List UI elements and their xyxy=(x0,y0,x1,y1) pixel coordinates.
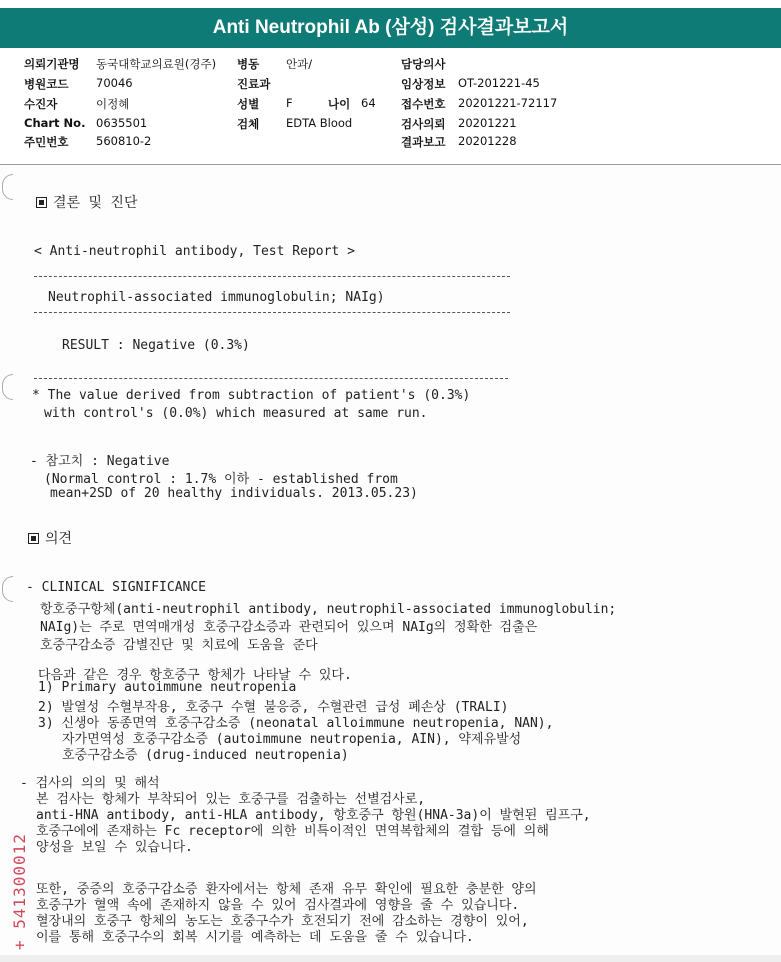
interpretation-title: - 검사의 의의 및 해석 xyxy=(20,776,160,791)
clinical-title: - CLINICAL SIGNIFICANCE xyxy=(26,580,207,595)
header-value: F xyxy=(286,96,293,110)
section-title: 의견 xyxy=(45,531,73,547)
section-heading-conclusion xyxy=(36,192,137,212)
header-label: 검체 xyxy=(237,117,260,131)
header-value: 동국대학교의료원(경주) xyxy=(96,57,217,71)
report-title: Anti Neutrophil Ab (삼성) 검사결과보고서 xyxy=(0,8,781,48)
header-label: 주민번호 xyxy=(24,135,69,149)
header-label: 병동 xyxy=(237,57,260,71)
header-value: 20201221 xyxy=(458,116,517,130)
header-label: 성별 xyxy=(237,97,260,111)
header-value: 이정혜 xyxy=(96,97,130,111)
case-item: 1) Primary autoimmune neutropenia xyxy=(38,680,297,695)
test-report-title: < Anti-neutrophil antibody, Test Report > xyxy=(34,244,355,259)
specimen-stamp xyxy=(10,790,30,950)
scan-edge-mark xyxy=(2,174,13,200)
header-label: 수진자 xyxy=(24,97,58,111)
header-label: 접수번호 xyxy=(401,97,446,111)
additional-line: 또한, 중증의 호중구감소증 환자에서는 항체 존재 유무 확인에 필요한 충분한 양의 xyxy=(36,882,537,897)
header-value: 64 xyxy=(361,96,376,110)
header-value: 20201221-72117 xyxy=(458,96,558,110)
checkbox-square-icon xyxy=(36,197,47,208)
scanned-report-body xyxy=(0,166,781,956)
header-label: Chart No. xyxy=(24,116,86,130)
header-value: 20201228 xyxy=(458,134,517,148)
header-label: 의뢰기관명 xyxy=(24,57,80,71)
naig-line: Neutrophil-associated immunoglobulin; NAIg) xyxy=(48,290,385,305)
scan-edge-mark xyxy=(2,576,13,602)
note-line: * The value derived from subtraction of patient's (0.3%) xyxy=(32,388,471,403)
result-line: RESULT : Negative (0.3%) xyxy=(62,338,250,353)
interpretation-line: 양성을 보일 수 있습니다. xyxy=(36,840,193,855)
patient-info-header xyxy=(0,52,781,165)
header-value: 0635501 xyxy=(96,116,148,130)
divider xyxy=(34,378,508,379)
additional-line: 혈장내의 호중구 항체의 농도는 호중구수가 호전되기 전에 감소하는 경향이 있어, xyxy=(36,914,529,929)
header-value: 70046 xyxy=(96,76,133,90)
header-label: 담당의사 xyxy=(401,57,446,71)
case-item: 2) 발열성 수혈부작용, 호중구 수혈 불응증, 수혈관련 급성 폐손상 (TRALI) xyxy=(38,700,509,715)
divider xyxy=(34,276,510,277)
checkbox-square-icon xyxy=(28,533,39,544)
case-item: 호중구감소증 (drug-induced neutropenia) xyxy=(62,748,349,763)
case-item: 자가면역성 호중구감소증 (autoimmune neutropenia, AIN), 약제유발성 xyxy=(62,732,522,747)
interpretation-line: anti-HNA antibody, anti-HLA antibody, 항호중구 항원(HNA-3a)이 발현된 림프구, xyxy=(36,808,591,823)
header-value: OT-201221-45 xyxy=(458,76,540,90)
additional-line: 이를 통해 호중구수의 회복 시기를 예측하는 데 도움을 줄 수 있습니다. xyxy=(36,930,474,945)
clinical-line: 호중구감소증 감별진단 및 치료에 도움을 준다 xyxy=(40,638,318,653)
header-label: 검사의뢰 xyxy=(401,117,446,131)
case-item: 3) 신생아 동종면역 호중구감소증 (neonatal alloimmune neutropenia, NAN), xyxy=(38,716,554,731)
section-heading-opinion xyxy=(28,528,72,548)
header-label: 임상정보 xyxy=(401,77,446,91)
reference-line: - 참고치 : Negative xyxy=(30,454,170,469)
clinical-line: NAIg)는 주로 면역매개성 호중구감소증과 관련되어 있으며 NAIg의 정확한 검출은 xyxy=(40,620,538,635)
section-title: 결론 및 진단 xyxy=(53,195,138,211)
reference-line: (Normal control : 1.7% 이하 - established from xyxy=(44,472,398,487)
scan-edge-mark xyxy=(2,374,13,400)
header-value: 안과/ xyxy=(286,57,313,71)
header-label: 결과보고 xyxy=(401,135,446,149)
bottom-margin xyxy=(0,955,781,962)
stamp-number: + 541300012 xyxy=(10,833,29,950)
interpretation-line: 호중구에에 존재하는 Fc receptor에 의한 비특이적인 면역복합체의 결합 등에 의해 xyxy=(36,824,549,839)
reference-line: mean+2SD of 20 healthy individuals. 2013.05.23) xyxy=(50,486,418,501)
header-label: 나이 xyxy=(328,97,351,111)
additional-line: 호중구가 혈액 속에 존재하지 않을 수 있어 검사결과에 영향을 줄 수 있습니다. xyxy=(36,898,520,913)
header-label: 진료과 xyxy=(237,77,271,91)
header-value: 560810-2 xyxy=(96,134,152,148)
clinical-line: 항호중구항체(anti-neutrophil antibody, neutrophil-associated immunoglobulin; xyxy=(40,602,617,617)
divider xyxy=(34,312,510,313)
cases-intro: 다음과 같은 경우 항호중구 항체가 나타날 수 있다. xyxy=(38,668,352,683)
header-label: 병원코드 xyxy=(24,77,69,91)
header-value: EDTA Blood xyxy=(286,116,353,130)
note-line: with control's (0.0%) which measured at same run. xyxy=(44,406,428,421)
interpretation-line: 본 검사는 항체가 부착되어 있는 호중구를 검출하는 선별검사로, xyxy=(36,792,426,807)
